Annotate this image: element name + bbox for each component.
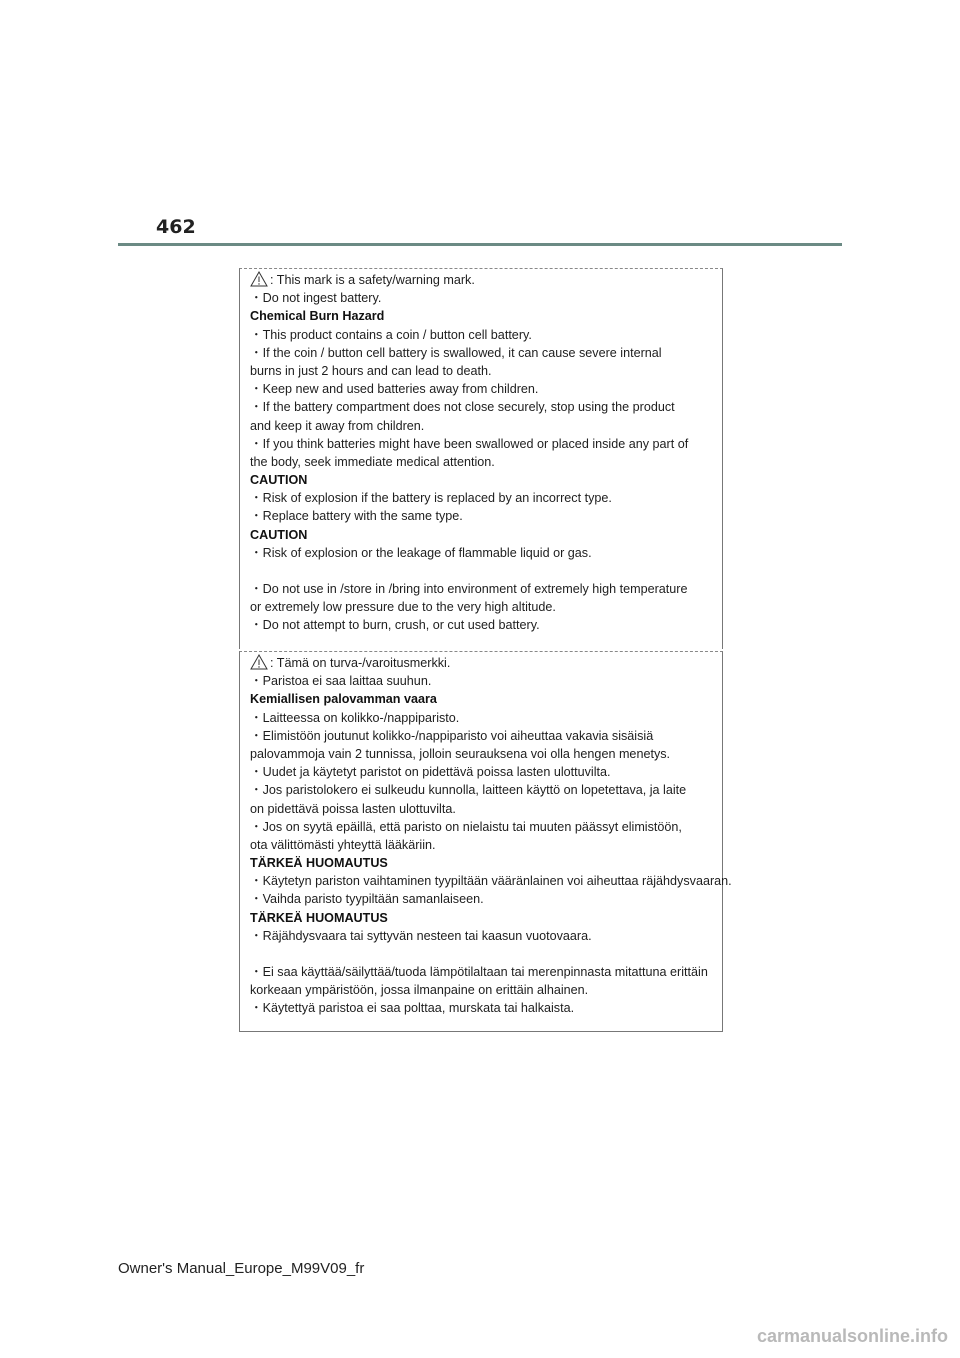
line-text: ・Räjähdysvaara tai syttyvän nesteen tai kaasun vuotovaara. [250,928,592,943]
line-text: korkeaan ympäristöön, jossa ilmanpaine on erittäin alhainen. [250,983,589,998]
line-text: ・If the battery compartment does not close securely, stop using the product [250,400,675,415]
warning-heading [250,471,718,489]
blank-line [250,562,718,580]
line-text: ・Ei saa käyttää/säilyttää/tuoda lämpötilaltaan tai merenpinnasta mitattuna erittäin [250,965,708,979]
header-divider [118,243,842,246]
warning-line [250,781,718,799]
warning-line [250,362,718,380]
warning-line [250,709,718,727]
line-text: ・Risk of explosion or the leakage of flammable liquid or gas. [250,545,592,560]
warning-line [250,890,718,908]
warning-line [250,616,718,634]
line-text: TÄRKEÄ HUOMAUTUS [250,910,388,925]
line-text: ・Käytettyä paristoa ei saa polttaa, murskata tai halkaista. [250,1001,575,1016]
line-text: ・Käytetyn pariston vaihtaminen tyypiltään vääränlainen voi aiheuttaa räjähdysvaaran. [250,874,732,889]
warning-line [250,598,718,616]
line-text: TÄRKEÄ HUOMAUTUS [250,856,388,871]
line-text: ・Do not use in /store in /bring into environment of extremely high temperature [250,582,688,596]
line-text: ・Paristoa ei saa laittaa suuhun. [250,674,432,689]
warning-heading [250,526,718,544]
warning-line [250,818,718,836]
warning-line [250,745,718,763]
page-number: 462 [156,216,196,238]
line-text: CAUTION [250,473,308,488]
line-text: ・Replace battery with the same type. [250,509,463,524]
line-text: and keep it away from children. [250,418,425,433]
footer-manual-id: Owner's Manual_Europe_M99V09_fr [118,1260,365,1277]
line-text: ・Elimistöön joutunut kolikko-/nappiparisto voi aiheuttaa vakavia sisäisiä [250,728,654,743]
english-warning-text [250,271,718,635]
line-text: Chemical Burn Hazard [250,309,385,324]
finnish-warning-text [250,654,732,1018]
line-text: Kemiallisen palovamman vaara [250,692,437,707]
warning-line [250,963,718,981]
warning-heading [250,909,718,927]
line-text: CAUTION [250,527,308,542]
line-text: : This mark is a safety/warning mark. [270,273,475,287]
line-text: ・Jos paristolokero ei sulkeudu kunnolla, laitteen käyttö on lopetettava, ja laite [250,783,687,798]
warning-heading [250,690,718,708]
line-text: ・Do not attempt to burn, crush, or cut used battery. [250,618,540,633]
warning-line [250,999,718,1017]
warning-line [250,398,718,416]
line-text: or extremely low pressure due to the very high altitude. [250,600,556,615]
line-text: ota välittömästi yhteyttä lääkäriin. [250,837,436,852]
warning-line [250,417,718,435]
warning-line [250,654,718,672]
line-text: ・Uudet ja käytetyt paristot on pidettävä poissa lasten ulottuvilta. [250,765,611,780]
warning-line [250,672,718,690]
battery-warning-label-english [239,268,723,649]
warning-line [250,326,718,344]
warning-line [250,981,718,999]
warning-line [250,836,718,854]
line-text: ・This product contains a coin / button cell battery. [250,327,532,342]
line-text: ・If you think batteries might have been swallowed or placed inside any part of [250,436,689,451]
warning-heading [250,307,718,325]
line-text: ・Vaihda paristo tyypiltään samanlaiseen. [250,892,484,907]
battery-warning-label-finnish [239,651,732,1032]
warning-line [250,580,718,598]
line-text: ・If the coin / button cell battery is swallowed, it can cause severe internal [250,345,662,360]
warning-line [250,344,718,362]
warning-line [250,271,718,289]
line-text: palovammoja vain 2 tunnissa, jolloin seurauksena voi olla hengen menetys. [250,746,671,761]
warning-line [250,453,718,471]
warning-line [250,800,718,818]
warning-triangle-icon [250,271,268,287]
line-text: the body, seek immediate medical attention. [250,454,495,469]
warning-triangle-icon [250,654,268,670]
line-text: ・Do not ingest battery. [250,291,382,306]
line-text: ・Keep new and used batteries away from children. [250,382,539,397]
line-text: ・Jos on syytä epäillä, että paristo on nielaistu tai muuten päässyt elimistöön, [250,819,682,834]
line-text: ・Risk of explosion if the battery is replaced by an incorrect type. [250,491,612,506]
line-text: burns in just 2 hours and can lead to death. [250,363,492,378]
warning-line [250,872,732,890]
warning-line [250,380,718,398]
line-text: on pidettävä poissa lasten ulottuvilta. [250,801,456,816]
warning-line [250,435,718,453]
warning-line [250,763,718,781]
warning-heading [250,854,718,872]
warning-line [250,507,718,525]
warning-line [250,544,718,562]
warning-line [250,927,718,945]
warning-line [250,289,718,307]
watermark: carmanualsonline.info [756,1326,948,1346]
warning-line [250,489,718,507]
line-text: ・Laitteessa on kolikko-/nappiparisto. [250,710,460,725]
line-text: : Tämä on turva-/varoitusmerkki. [270,656,451,670]
blank-line [250,945,718,963]
warning-line [250,727,718,745]
